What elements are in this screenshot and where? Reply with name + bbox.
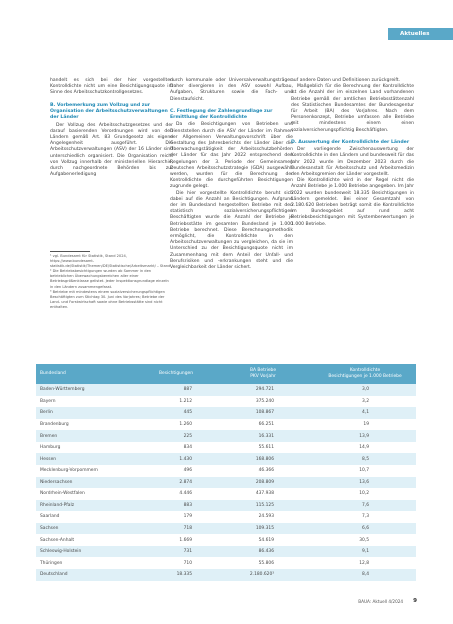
- table-row: [36, 453, 416, 465]
- footnote: ³ Betriebe mit mindestens einem sozialversicherungspflichtigen Beschäftigten zum Stichtag 30. Juni des Vorjahres; Betriebe der Land- und Forstwirtschaft sowie ohne Betriebsstätte sind nicht enthalten.: [50, 289, 165, 309]
- table-cell: 6,6: [362, 526, 369, 532]
- paragraph: auf andere Daten und Definitionen zurückgreift.: [291, 78, 401, 83]
- table-cell: 168.806: [255, 456, 274, 462]
- table-row: [36, 407, 416, 419]
- footer-source: BAUA: Aktuell 4/2024: [358, 598, 404, 604]
- paragraph: durch kommunale oder Universalverwaltungsträger. Daher divergieren in den ASV sowohl Aufbau, Aufgaben, Strukturen sowie die Fach- und Dienstaufsicht.: [170, 78, 293, 102]
- section-heading-d: D. Auswertung der Kontrolldichte der Länder: [291, 139, 410, 145]
- paragraph: Der Vollzug des Arbeitsschutzgesetzes und der darauf basierenden Verordnungen wird von den Ländern gemäß Art. 83 Grundgesetz als eigene Angelegenheit ausgeführt. Die Arbeitsschutzverwaltungen (ASV) der 16 Länder sind unterschiedlich organisiert. Die Organisation reicht von Vollzug innerhalb der ministeriellen Hierarchie, durch nachgeordnete Behörden bis zur Aufgabenerledigung: [50, 122, 173, 178]
- table-cell: 375.240: [255, 398, 274, 404]
- table-cell: Schleswig-Holstein: [40, 549, 82, 555]
- paragraph: Da die Besichtigungen von Betrieben und Dienststellen durch die ASV der Länder im Rahmen der Allgemeinen Verwaltungsvorschrift über die Gestaltung des Jahresberichts der Länder über die Überwachungstätigkeit der Arbeitsschutzbehörden der Länder für das Jahr 2022 entsprechend den Regelungen der 3. Periode der Gemeinsamen Deutschen Arbeitsschutzstrategie (GDA) ausgewählt werden, wurden für die Berechnung der Kontrolldichte die durchgeführten Besichtigungen zugrunde gelegt.: [170, 122, 293, 190]
- table-cell: Nordrhein-Westfalen: [40, 491, 85, 497]
- column-header: BA Betriebe PKV Vorjahr: [249, 368, 277, 379]
- page-footer: [358, 598, 417, 604]
- paragraph: Der vorliegende Zwischenauswertung der Kontrolldichte in den Ländern und bundesweit für das Jahr 2022 wurde im Dezember 2023 durch die Bundesanstalt für Arbeitsschutz und Arbeitsmedizin den Arbeitsgremien der Länder vorgestellt.: [291, 147, 414, 177]
- table-row: [36, 534, 416, 546]
- table-row: [36, 523, 416, 535]
- paragraph: Die Kontrolldichte wird in der Regel nicht die Anzahl Betriebe je 1.000 Betriebe angegeben. Im Jahr 2022 wurden bundesweit 18.335 Besichtigungen in Ländern gemeldet. Bei einer Gesamtzahl von 2.180.620 Betrieben beträgt somit die Kontrolldichte im Bundesgebiet auf rund acht Betriebsbesichtigungen mit Systemberwertungen je 1.000 Betriebe.: [291, 178, 414, 227]
- page-number: 9: [413, 598, 417, 604]
- table-cell: 12,8: [359, 560, 369, 566]
- table-cell: 445: [183, 410, 192, 416]
- footnote: https://www.bundesamt-statistik.de/Statistik/Themen/DE/Statistische/Arbeitsmarkt/ – Stand: [50, 259, 171, 269]
- table-cell: 887: [183, 387, 192, 393]
- table-cell: 24.593: [258, 514, 274, 520]
- table-cell: 10,7: [359, 468, 369, 474]
- table-cell: Bayern: [40, 398, 56, 404]
- table-cell: Brandenburg: [40, 421, 69, 427]
- text-column-1: [50, 78, 173, 178]
- table-cell: 2.874: [179, 479, 192, 485]
- table-cell: Berlin: [40, 410, 53, 416]
- table-row: [36, 546, 416, 558]
- table-cell: 46.366: [258, 468, 274, 474]
- table-cell: Bremen: [40, 433, 58, 439]
- column-header: Besichtigungen: [159, 371, 193, 376]
- table-row: [36, 396, 416, 408]
- footnote-rule: [50, 251, 90, 252]
- table-row: [36, 569, 416, 581]
- table-cell: 710: [183, 560, 192, 566]
- section-heading-b: B. Vorbemerkung zum Vollzug und zur Organisation der Arbeitsschutzverwaltungen der Länder: [50, 102, 168, 121]
- table-cell: 496: [183, 468, 192, 474]
- table-cell: Thüringen: [40, 560, 63, 566]
- footnotes: [50, 254, 173, 310]
- table-cell: Niedersachsen: [40, 479, 73, 485]
- table-cell: 13,9: [359, 433, 369, 439]
- table-row: [36, 384, 416, 396]
- table-body: [36, 384, 416, 581]
- table-cell: 30,5: [359, 537, 369, 543]
- table-cell: Baden-Württemberg: [40, 387, 85, 393]
- table-cell: 66.251: [258, 421, 274, 427]
- table-cell: 1.260: [179, 421, 192, 427]
- table-cell: Rheinland-Pfalz: [40, 502, 75, 508]
- table-row: [36, 511, 416, 523]
- table-cell: 8,5: [362, 456, 369, 462]
- section-tab: Aktuelles: [388, 28, 453, 40]
- table-cell: 108.867: [255, 410, 274, 416]
- table-cell: 1.212: [179, 398, 192, 404]
- table-cell: 437.938: [255, 491, 274, 497]
- text-column-2: [170, 78, 293, 271]
- footnote: ¹ vgl. Bundesamt für Statistik, Stand 2024,: [50, 254, 127, 258]
- table-cell: Hessen: [40, 456, 57, 462]
- table-cell: 10,2: [359, 491, 369, 497]
- table-cell: 2.180.620³: [249, 572, 274, 578]
- table-row: [36, 488, 416, 500]
- table-cell: 208.809: [255, 479, 274, 485]
- table-cell: 86.436: [258, 549, 274, 555]
- paragraph: handelt es sich bei der hier vorgestellten Kontrolldichte nicht um eine Besichtigungsquote im Sinne des Arbeitsschutzkontrollgesetzes.: [50, 78, 173, 96]
- table-cell: 718: [183, 526, 192, 532]
- table-cell: 9,1: [362, 549, 369, 555]
- footnote: ² Die Betriebsbesichtigungen wurden ab Sommer in den betrieblichen Überwachungsbereichen aller einer Betriebsgrößenklasse gelistet. Jeder Inspektionsgrundlage einzeln in den Ländern zusammengefasst.: [50, 269, 169, 289]
- table-cell: 1.669: [179, 537, 192, 543]
- table-cell: 115.125: [255, 502, 274, 508]
- table-cell: 16.331: [258, 433, 274, 439]
- table-cell: 18.335: [176, 572, 192, 578]
- table-cell: 834: [183, 445, 192, 451]
- table-cell: Sachsen: [40, 526, 59, 532]
- table-row: [36, 500, 416, 512]
- table-cell: Mecklenburg-Vorpommern: [40, 468, 98, 474]
- table-cell: 8,4: [362, 572, 369, 578]
- table-cell: Hamburg: [40, 445, 61, 451]
- table-cell: 1.430: [179, 456, 192, 462]
- table-cell: 7,3: [362, 514, 369, 520]
- table-cell: 7,6: [362, 502, 369, 508]
- table-cell: 14,9: [359, 445, 369, 451]
- table-row: [36, 477, 416, 489]
- column-header: Kontrolldichte Besichtigungen je 1.000 Betriebe: [328, 368, 402, 379]
- table-row: [36, 419, 416, 431]
- table-cell: 883: [183, 502, 192, 508]
- section-heading-c: C. Festlegung der Zahlengrundlage zur Ermittlung der Kontrolldichte: [170, 108, 273, 121]
- table-cell: 54.619: [258, 537, 274, 543]
- text-column-3: [291, 78, 414, 228]
- table-row: [36, 442, 416, 454]
- table-cell: 19: [363, 421, 369, 427]
- table-cell: 55.611: [258, 445, 274, 451]
- table-cell: Deutschland: [40, 572, 68, 578]
- table-cell: 294.721: [255, 387, 274, 393]
- table-header: [36, 364, 416, 384]
- paragraph: Die hier vorgestellte Kontrolldichte beruht sich dabei auf die Anzahl an Besichtigungen. Aufgrund der im Bundesland hergestellten Betriebe mit den statistisch sozialversicherungspflichtigen Beschäftigten wurde die Anzahl der Betriebe je Betriebsstätte im gesamten Bundesland je 1.000 Betriebe berechnet. Diese Berechnungsmethodik ermöglicht, die Kontrolldichte in den Arbeitsschutzverwaltungen zu vergleichen, da sie im Unterschied zu der Besichtigungsquote nicht im Zusammenhang mit dem Anteil der Unfall- und Berufsrisiken und -erkrankungen steht und die Vergleichbarkeit der Länder sichert.: [170, 190, 293, 271]
- table-cell: 3,2: [362, 398, 369, 404]
- table-cell: Sachsen-Anhalt: [40, 537, 75, 543]
- table-cell: 225: [183, 433, 192, 439]
- table-cell: 109.315: [255, 526, 274, 532]
- table-row: [36, 430, 416, 442]
- kontrolldichte-table: [36, 364, 416, 581]
- table-cell: Saarland: [40, 514, 60, 520]
- table-cell: 179: [183, 514, 192, 520]
- table-cell: 3,0: [362, 387, 369, 393]
- table-cell: 4.446: [179, 491, 192, 497]
- table-cell: 13,6: [359, 479, 369, 485]
- table-row: [36, 557, 416, 569]
- paragraph: Maßgeblich für die Berechnung der Kontrolldichte ist die Anzahl der im einzelnen Land vorhandenen Betriebe gemäß der amtlichen Betriebsstättenzahl des Statistischen Bundesamtes der Bundesagentur für Arbeit (BA) des Vorjahres. Nach dem Personenkonzept, Betriebe umfassen alle Betriebe mit mindestens einem einen sozialversicherungspflichtig Beschäftigten.: [291, 84, 414, 133]
- column-header: Bundesland: [40, 371, 66, 376]
- table-cell: 55.806: [258, 560, 274, 566]
- table-cell: 4,1: [362, 410, 369, 416]
- table-row: [36, 465, 416, 477]
- table-cell: 731: [183, 549, 192, 555]
